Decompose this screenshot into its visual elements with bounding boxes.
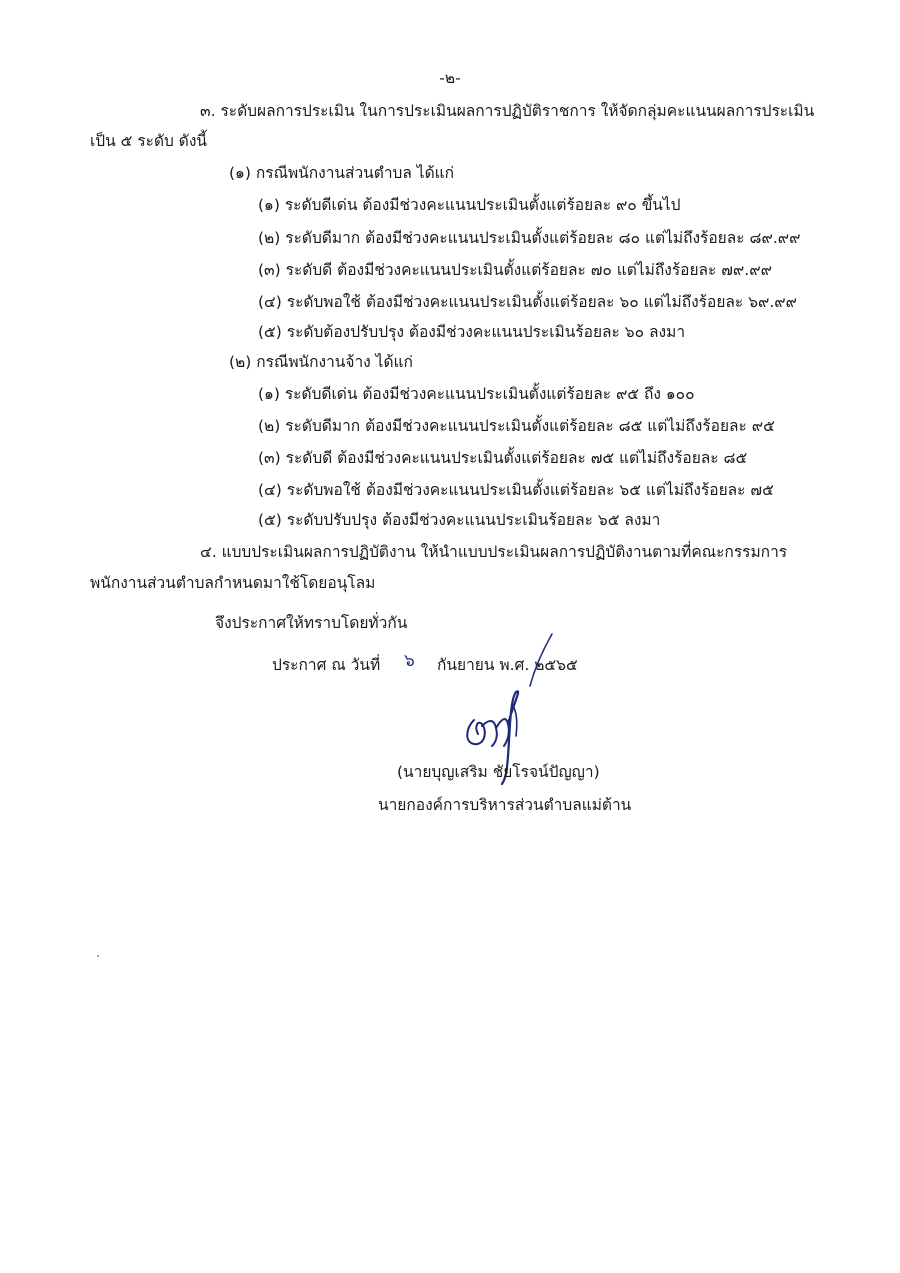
section-4-line-1: ๔. แบบประเมินผลการปฏิบัติงาน ให้นำแบบประเมินผลการปฏิบัติงานตามที่คณะกรรมการ xyxy=(200,543,788,561)
closing-statement: จึงประกาศให้ทราบโดยทั่วกัน xyxy=(215,614,408,632)
signer-title: นายกองค์การบริหารส่วนตำบลแม่ต้าน xyxy=(378,796,632,814)
scan-speck xyxy=(97,955,99,957)
group-1-item-5: (๕) ระดับต้องปรับปรุง ต้องมีช่วงคะแนนประเมินร้อยละ ๖๐ ลงมา xyxy=(258,323,686,341)
announcement-month-year: กันยายน พ.ศ. ๒๕๖๕ xyxy=(437,656,578,674)
group-1-item-1: (๑) ระดับดีเด่น ต้องมีช่วงคะแนนประเมินตั้งแต่ร้อยละ ๙๐ ขึ้นไป xyxy=(258,196,681,214)
group-2-heading: (๒) กรณีพนักงานจ้าง ได้แก่ xyxy=(229,353,413,371)
section-3-line-2: เป็น ๕ ระดับ ดังนี้ xyxy=(90,132,208,150)
section-4-line-2: พนักงานส่วนตำบลกำหนดมาใช้โดยอนุโลม xyxy=(90,574,376,592)
group-2-item-1: (๑) ระดับดีเด่น ต้องมีช่วงคะแนนประเมินตั้งแต่ร้อยละ ๙๕ ถึง ๑๐๐ xyxy=(258,385,695,403)
section-3-line-1: ๓. ระดับผลการประเมิน ในการประเมินผลการปฏิบัติราชการ ให้จัดกลุ่มคะแนนผลการประเมิน xyxy=(200,102,815,120)
group-2-item-4: (๔) ระดับพอใช้ ต้องมีช่วงคะแนนประเมินตั้งแต่ร้อยละ ๖๕ แต่ไม่ถึงร้อยละ ๗๕ xyxy=(258,481,774,499)
group-1-item-2: (๒) ระดับดีมาก ต้องมีช่วงคะแนนประเมินตั้งแต่ร้อยละ ๘๐ แต่ไม่ถึงร้อยละ ๘๙.๙๙ xyxy=(258,229,801,247)
group-1-heading: (๑) กรณีพนักงานส่วนตำบล ได้แก่ xyxy=(229,164,455,182)
group-1-item-3: (๓) ระดับดี ต้องมีช่วงคะแนนประเมินตั้งแต่ร้อยละ ๗๐ แต่ไม่ถึงร้อยละ ๗๙.๙๙ xyxy=(258,261,772,279)
group-1-item-4: (๔) ระดับพอใช้ ต้องมีช่วงคะแนนประเมินตั้งแต่ร้อยละ ๖๐ แต่ไม่ถึงร้อยละ ๖๙.๙๙ xyxy=(258,293,797,311)
signer-name: (นายบุญเสริม ชัยโรจน์ปัญญา) xyxy=(397,763,600,781)
announcement-day-handwritten: ๖ xyxy=(404,651,415,671)
announcement-prefix: ประกาศ ณ วันที่ xyxy=(272,656,381,674)
group-2-item-3: (๓) ระดับดี ต้องมีช่วงคะแนนประเมินตั้งแต่ร้อยละ ๗๕ แต่ไม่ถึงร้อยละ ๘๕ xyxy=(258,449,748,467)
page-number: -๒- xyxy=(439,69,461,87)
group-2-item-2: (๒) ระดับดีมาก ต้องมีช่วงคะแนนประเมินตั้งแต่ร้อยละ ๘๕ แต่ไม่ถึงร้อยละ ๙๕ xyxy=(258,417,775,435)
group-2-item-5: (๕) ระดับปรับปรุง ต้องมีช่วงคะแนนประเมินร้อยละ ๖๕ ลงมา xyxy=(258,511,661,529)
